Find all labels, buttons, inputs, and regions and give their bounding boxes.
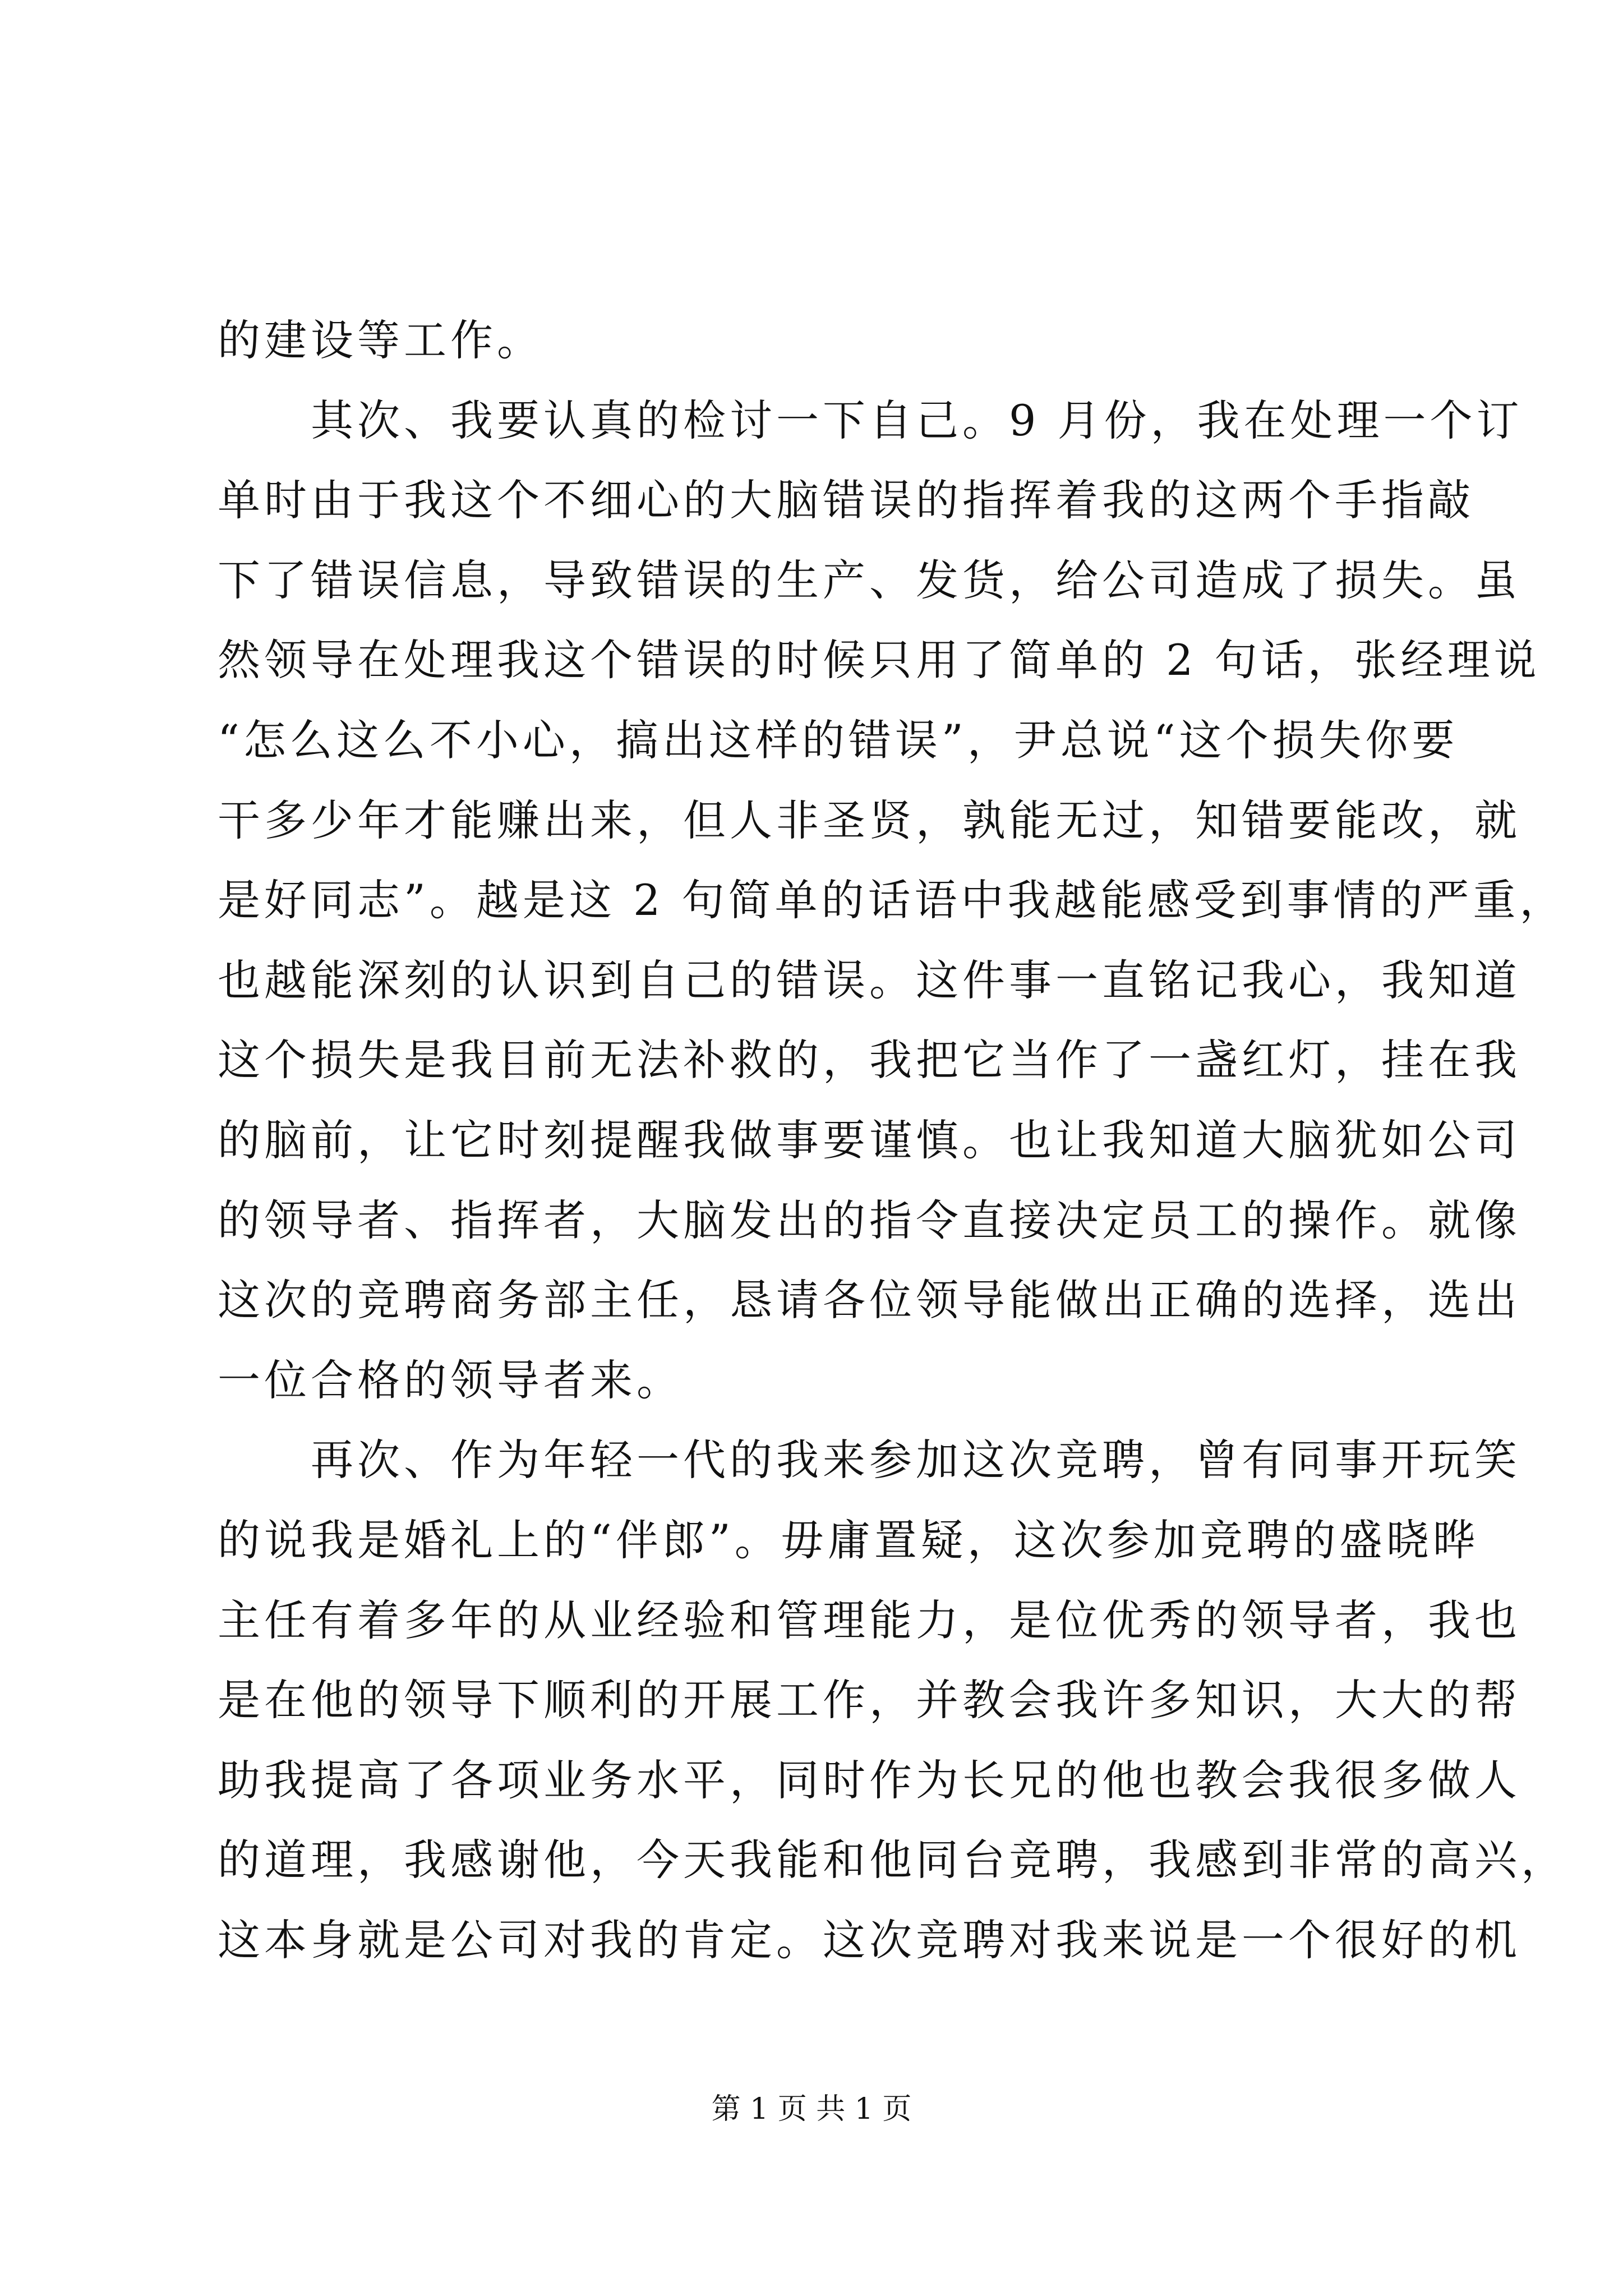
- text-line: 是在他的领导下顺利的开展工作，并教会我许多知识，大大的帮: [218, 1675, 1521, 1726]
- text-line: 也越能深刻的认识到自己的错误。这件事一直铭记我心，我知道: [218, 955, 1521, 1005]
- text-line: “怎么这么不小心，搞出这样的错误”，尹总说“这个损失你要: [218, 715, 1459, 765]
- text-line: 再次、作为年轻一代的我来参加这次竞聘，曾有同事开玩笑: [218, 1435, 1521, 1485]
- text-line: 助我提高了各项业务水平，同时作为长兄的他也教会我很多做人: [218, 1755, 1521, 1805]
- text-line: 干多少年才能赚出来，但人非圣贤，孰能无过，知错要能改，就: [218, 795, 1521, 845]
- text-line: 的说我是婚礼上的“伴郎”。毋庸置疑，这次参加竞聘的盛晓晔: [218, 1515, 1479, 1565]
- text-line: 主任有着多年的从业经验和管理能力，是位优秀的领导者，我也: [218, 1595, 1521, 1645]
- text-line: 的道理，我感谢他，今天我能和他同台竞聘，我感到非常的高兴，: [218, 1835, 1567, 1885]
- text-line: 这个损失是我目前无法补救的，我把它当作了一盏红灯，挂在我: [218, 1035, 1521, 1085]
- text-line: 其次、我要认真的检讨一下自己。9 月份，我在处理一个订: [218, 395, 1523, 445]
- text-line: 的领导者、指挥者，大脑发出的指令直接决定员工的操作。就像: [218, 1195, 1521, 1245]
- text-line: 是好同志”。越是这 2 句简单的话语中我越能感受到事情的严重，: [218, 875, 1566, 926]
- text-line: 然领导在处理我这个错误的时候只用了简单的 2 句话，张经理说: [218, 635, 1541, 685]
- text-line: 一位合格的领导者来。: [218, 1355, 683, 1405]
- text-line: 这本身就是公司对我的肯定。这次竞聘对我来说是一个很好的机: [218, 1915, 1521, 1965]
- text-line: 的脑前，让它时刻提醒我做事要谨慎。也让我知道大脑犹如公司: [218, 1115, 1521, 1165]
- page-footer: 第 1 页 共 1 页: [711, 2092, 912, 2126]
- text-line: 的建设等工作。: [218, 315, 543, 365]
- text-line: 这次的竞聘商务部主任，恳请各位领导能做出正确的选择，选出: [218, 1275, 1521, 1326]
- text-line: 单时由于我这个不细心的大脑错误的指挥着我的这两个手指敲: [218, 475, 1474, 526]
- body-text: [218, 301, 1567, 1980]
- text-line: 下了错误信息，导致错误的生产、发货，给公司造成了损失。虽: [218, 555, 1521, 605]
